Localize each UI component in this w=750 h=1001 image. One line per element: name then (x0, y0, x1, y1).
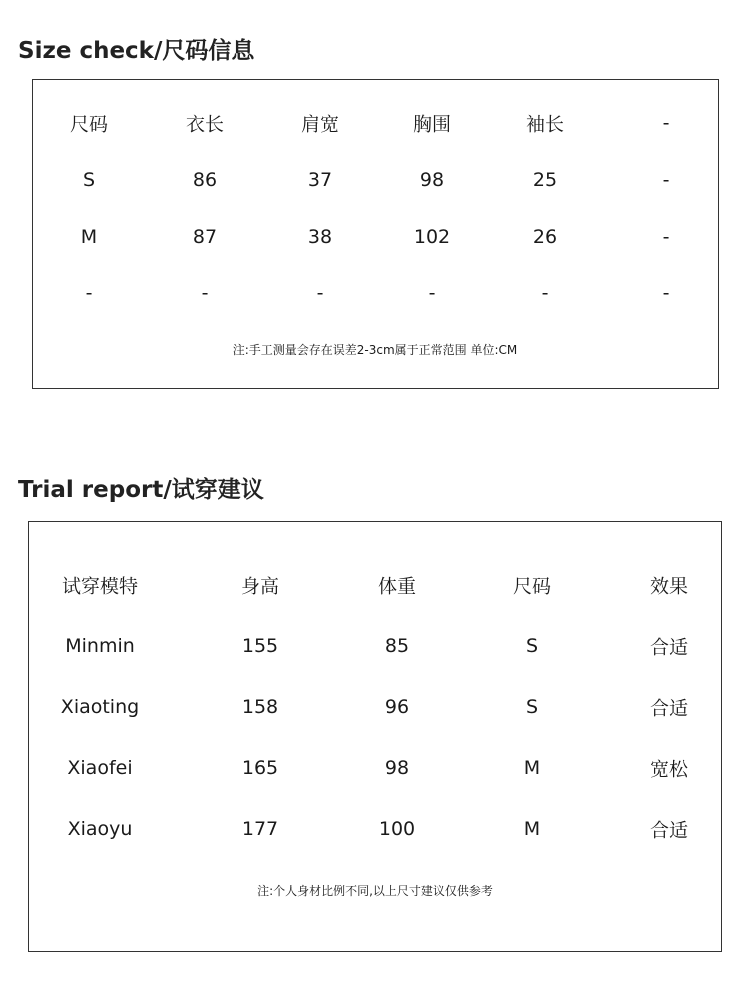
trial-cell: 96 (384, 696, 410, 718)
size-header: 衣长 (185, 113, 225, 136)
size-header: 肩宽 (300, 113, 340, 136)
size-note: 注:手工测量会存在误差2-3cm属于正常范围 单位:CM (232, 343, 518, 357)
trial-cell: 合适 (649, 636, 689, 659)
trial-header: 效果 (649, 575, 689, 598)
size-cell: M (80, 226, 98, 248)
size-header: - (662, 112, 670, 134)
trial-cell: 85 (384, 635, 410, 657)
trial-header: 试穿模特 (61, 575, 139, 598)
trial-cell: Minmin (65, 635, 135, 657)
trial-cell: Xiaoting (60, 696, 140, 718)
size-header: 袖长 (525, 113, 565, 136)
trial-cell: 宽松 (649, 758, 689, 781)
trial-cell: M (523, 757, 541, 779)
size-cell: - (541, 282, 549, 304)
trial-cell: 合适 (649, 819, 689, 842)
size-header: 胸围 (412, 113, 452, 136)
size-cell: 102 (413, 226, 451, 248)
trial-cell: 165 (241, 757, 279, 779)
size-cell: - (662, 282, 670, 304)
size-cell: - (428, 282, 436, 304)
trial-cell: 155 (241, 635, 279, 657)
size-cell: - (662, 169, 670, 191)
size-cell: 38 (307, 226, 333, 248)
trial-cell: Xiaoyu (67, 818, 133, 840)
size-cell: - (201, 282, 209, 304)
trial-note: 注:个人身材比例不同,以上尺寸建议仅供参考 (257, 884, 493, 898)
size-cell: S (82, 169, 96, 191)
trial-header: 体重 (377, 575, 417, 598)
trial-cell: 158 (241, 696, 279, 718)
trial-cell: 合适 (649, 697, 689, 720)
trial-cell: 177 (241, 818, 279, 840)
trial-header: 身高 (240, 575, 280, 598)
trial-cell: S (525, 635, 539, 657)
trial-report-title: Trial report/试穿建议 (18, 477, 264, 503)
size-header: 尺码 (69, 113, 109, 136)
size-cell: 25 (532, 169, 558, 191)
size-cell: - (662, 226, 670, 248)
size-cell: - (316, 282, 324, 304)
trial-cell: M (523, 818, 541, 840)
size-cell: - (85, 282, 93, 304)
size-check-title: Size check/尺码信息 (18, 38, 255, 64)
trial-cell: Xiaofei (67, 757, 133, 779)
trial-cell: S (525, 696, 539, 718)
size-cell: 86 (192, 169, 218, 191)
size-cell: 37 (307, 169, 333, 191)
size-cell: 87 (192, 226, 218, 248)
trial-cell: 98 (384, 757, 410, 779)
trial-cell: 100 (378, 818, 416, 840)
size-cell: 26 (532, 226, 558, 248)
trial-header: 尺码 (512, 575, 552, 598)
size-cell: 98 (419, 169, 445, 191)
